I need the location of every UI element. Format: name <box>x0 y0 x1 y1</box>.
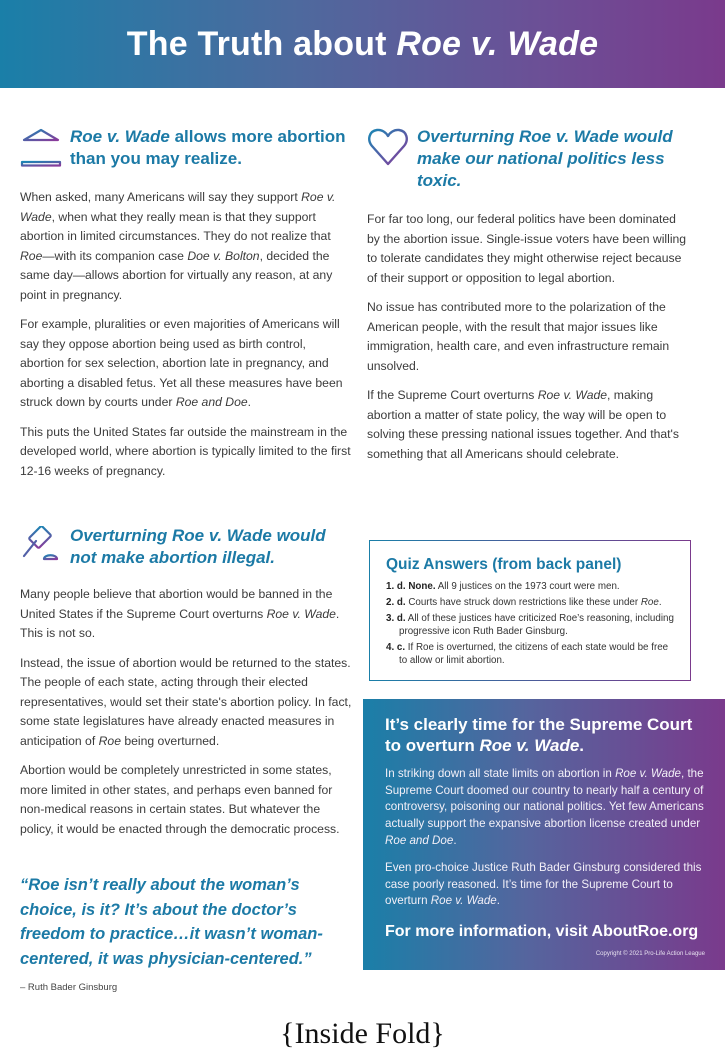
paragraph: Instead, the issue of abortion would be returned to the states. The people of each state, acting through their elected representatives, would set their state's abortion policy. In fact, some state legislatures have already enacted measures in anticipation of Roe being overturned. <box>20 655 352 748</box>
section-title: Overturning Roe v. Wade would not make abortion illegal. <box>70 526 326 567</box>
quiz-item: 3. d. All of these justices have criticized Roe’s reasoning, including progressive icon Ruth Bader Ginsburg. <box>386 612 674 637</box>
cta-paragraph: In striking down all state limits on abortion in Roe v. Wade, the Supreme Court doomed our country to nearly half a century of controversy, poisoning our national politics. Yet few Americans actually support the expansive abortion license created under Roe and Doe. <box>385 766 704 847</box>
section-header <box>20 525 352 569</box>
section-title: Overturning Roe v. Wade would make our national politics less toxic. <box>417 127 673 190</box>
section-less-toxic-politics <box>367 126 692 464</box>
cta-heading: It’s clearly time for the Supreme Court to overturn Roe v. Wade. <box>385 714 693 755</box>
section-header <box>367 126 692 192</box>
right-column <box>365 126 707 970</box>
paragraph: No issue has contributed more to the polarization of the American people, with the result that major issues like immigration, health care, and even infrastructure remain unsolved. <box>367 300 670 373</box>
paragraph: Many people believe that abortion would be banned in the United States if the Supreme Court overturns Roe v. Wade. This is not so. <box>20 587 340 640</box>
quiz-answers-box <box>369 540 691 681</box>
paragraph: This puts the United States far outside the mainstream in the developed world, where abortion is typically limited to the first 12-16 weeks of pregnancy. <box>20 424 351 478</box>
copyright: Copyright © 2021 Pro-Life Action League <box>595 951 705 958</box>
inside-fold-label: {Inside Fold} <box>280 1017 445 1050</box>
quiz-item: 4. c. If Roe is overturned, the citizens of each state would be free to allow or limit abortion. <box>386 641 669 666</box>
quiz-item: 2. d. Courts have struck down restrictions like these under Roe. <box>386 596 662 608</box>
paragraph: If the Supreme Court overturns Roe v. Wade, making abortion a matter of state policy, the way will be open to solving these pressing national issues together. And that's something that all Americans should celebrate. <box>367 388 679 461</box>
paragraph: For far too long, our federal politics have been dominated by the abortion issue. Single-issue voters have been willing to tolerate candidates they might otherwise reject because of their support or opposition to legal abortion. <box>367 212 687 285</box>
section-header <box>20 126 352 170</box>
page-title <box>127 25 598 64</box>
section-not-illegal <box>20 525 352 839</box>
gavel-icon <box>20 526 62 566</box>
content-columns <box>0 88 725 994</box>
title-italic: Roe v. Wade <box>396 24 599 63</box>
paragraph: For example, pluralities or even majorities of Americans will say they oppose abortion being used as birth control, abortion for sex selection, abortion late in pregnancy, and aborting a disabled fetus. Yet all these measures have been struck down by courts under Roe and Doe. <box>20 317 343 409</box>
more-info-link[interactable]: For more information, visit AboutRoe.org <box>385 923 699 941</box>
quote-attribution: – Ruth Bader Ginsburg <box>20 982 118 993</box>
page-banner <box>0 0 725 88</box>
section-roe-allows-more <box>20 126 352 481</box>
cta-paragraph: Even pro-choice Justice Ruth Bader Ginsburg considered this case poorly reasoned. It’s time for the Supreme Court to overturn Roe v. Wade. <box>385 860 702 908</box>
title-prefix: The Truth about <box>126 24 397 63</box>
rbg-quote: “Roe isn’t really about the woman’s choice, is it? It’s about the doctor’s freedom to practice…it wasn’t woman-centered, it was physician-centered.” <box>20 876 323 968</box>
quiz-list <box>386 580 674 667</box>
title-italic: Roe v. Wade <box>70 127 170 146</box>
quiz-item: 1. d. None. All 9 justices on the 1973 court were men. <box>386 581 620 592</box>
courthouse-icon <box>20 127 62 167</box>
paragraph: Abortion would be completely unrestricted in some states, more limited in other states, and perhaps even banned for non-medical reasons in certain states. But whatever the policy, it would be enacted through the democratic process. <box>20 763 340 836</box>
paragraph: When asked, many Americans will say they support Roe v. Wade, when what they really mean is that they support abortion in limited circumstances. They do not realize that Roe—with its companion case Doe v. Bolton, decided the same day—allows abortion for virtually any reason, at any point in pregnancy. <box>20 190 336 302</box>
call-to-action-panel <box>363 699 725 970</box>
left-column <box>20 126 352 994</box>
title-rest: allows more abortion than you may realize. <box>70 127 346 168</box>
quiz-title: Quiz Answers (from back panel) <box>386 556 622 573</box>
section-title <box>70 126 352 170</box>
heart-icon <box>367 127 409 167</box>
